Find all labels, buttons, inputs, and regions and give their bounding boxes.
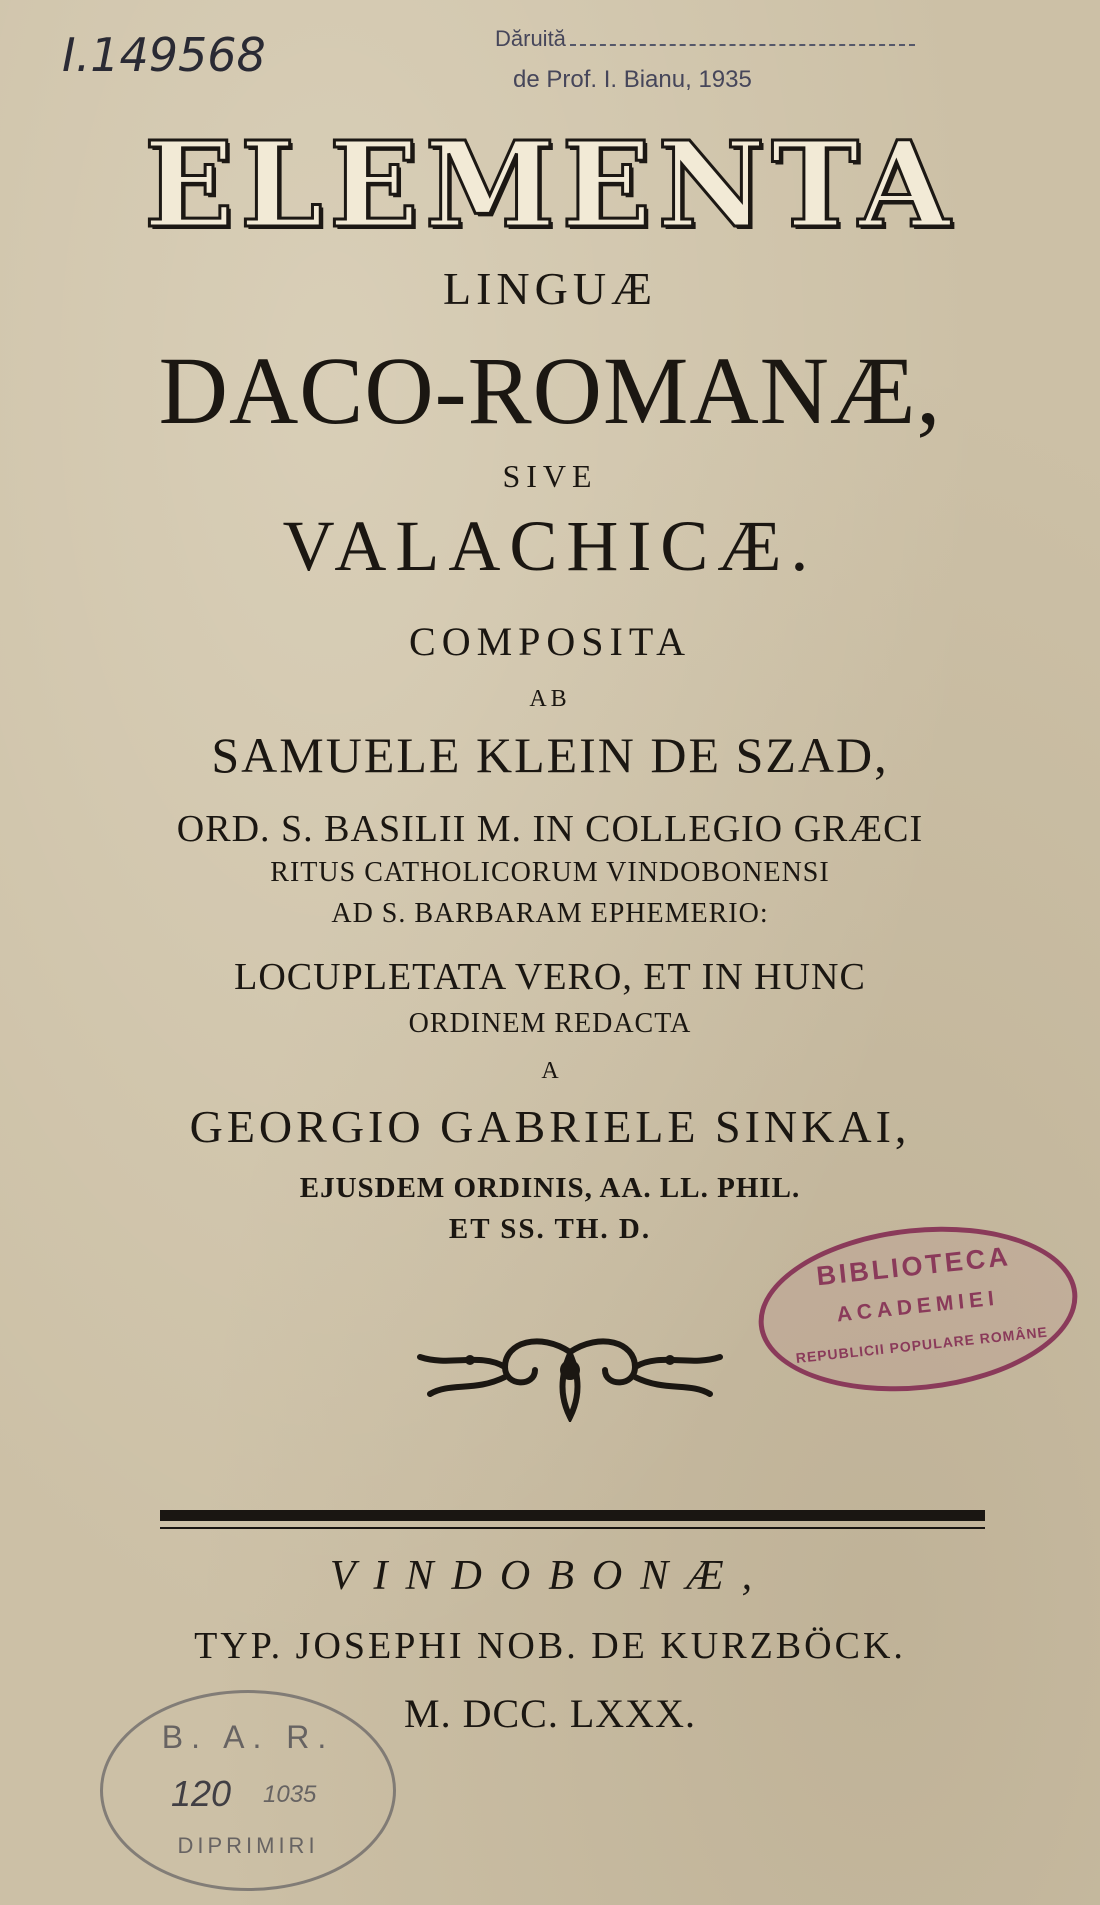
inventory-stamp-top: B. A. R.: [161, 1719, 335, 1755]
author-klein: SAMUELE KLEIN DE SZAD,: [211, 727, 889, 783]
author-sinkai-desc2: ET SS. TH. D.: [448, 1213, 652, 1245]
locupletata-line1: LOCUPLETATA VERO, ET IN HUNC: [234, 956, 866, 998]
author-sinkai: GEORGIO GABRIELE SINKAI,: [189, 1101, 911, 1152]
title-lingua: LINGUÆ: [443, 263, 657, 314]
a-label: A: [541, 1058, 559, 1084]
inventory-stamp-bottom: DIPRIMIRI: [177, 1833, 319, 1858]
printers-ornament-icon: [410, 1322, 730, 1422]
thick-rule: [160, 1510, 985, 1521]
composita-label: COMPOSITA: [409, 619, 691, 664]
handwritten-inventory-number: I.149568: [62, 28, 266, 82]
donation-stamp-line2: de Prof. I. Bianu, 1935: [513, 66, 752, 93]
inventory-stamp: [100, 1690, 396, 1891]
title-valachicae: VALACHICÆ.: [282, 506, 818, 586]
title-sive: SIVE: [502, 458, 598, 494]
locupletata-line2: ORDINEM REDACTA: [408, 1008, 692, 1039]
library-stamp-middle: ACADEMIEI: [835, 1286, 1000, 1327]
author-klein-desc3: AD S. BARBARAM EPHEMERIO:: [331, 898, 769, 929]
title-daco-romanae: DACO-ROMANÆ,: [158, 337, 942, 444]
thin-rule: [160, 1527, 985, 1529]
author-klein-desc1: ORD. S. BASILII M. IN COLLEGIO GRÆCI: [176, 808, 924, 850]
imprint-city: VINDOBONÆ,: [329, 1553, 771, 1599]
library-stamp-bottom: REPUBLICII POPULARE ROMÂNE: [795, 1323, 1049, 1366]
inventory-stamp-code: 1035: [263, 1781, 317, 1808]
donation-stamp-line1: Dăruită: [495, 26, 566, 51]
inventory-stamp-number: 120: [171, 1773, 232, 1814]
author-sinkai-desc1: EJUSDEM ORDINIS, AA. LL. PHIL.: [299, 1172, 801, 1204]
book-title: ELEMENTA: [143, 115, 957, 254]
imprint-printer: TYP. JOSEPHI NOB. DE KURZBÖCK.: [194, 1625, 906, 1667]
donation-stamp: [495, 26, 915, 94]
imprint-year: M. DCC. LXXX.: [404, 1691, 696, 1736]
ab-label: AB: [529, 686, 571, 712]
donation-dotted-line: [570, 44, 915, 46]
author-klein-desc2: RITUS CATHOLICORUM VINDOBONENSI: [270, 857, 830, 888]
library-stamp-top: BIBLIOTECA: [814, 1241, 1013, 1292]
